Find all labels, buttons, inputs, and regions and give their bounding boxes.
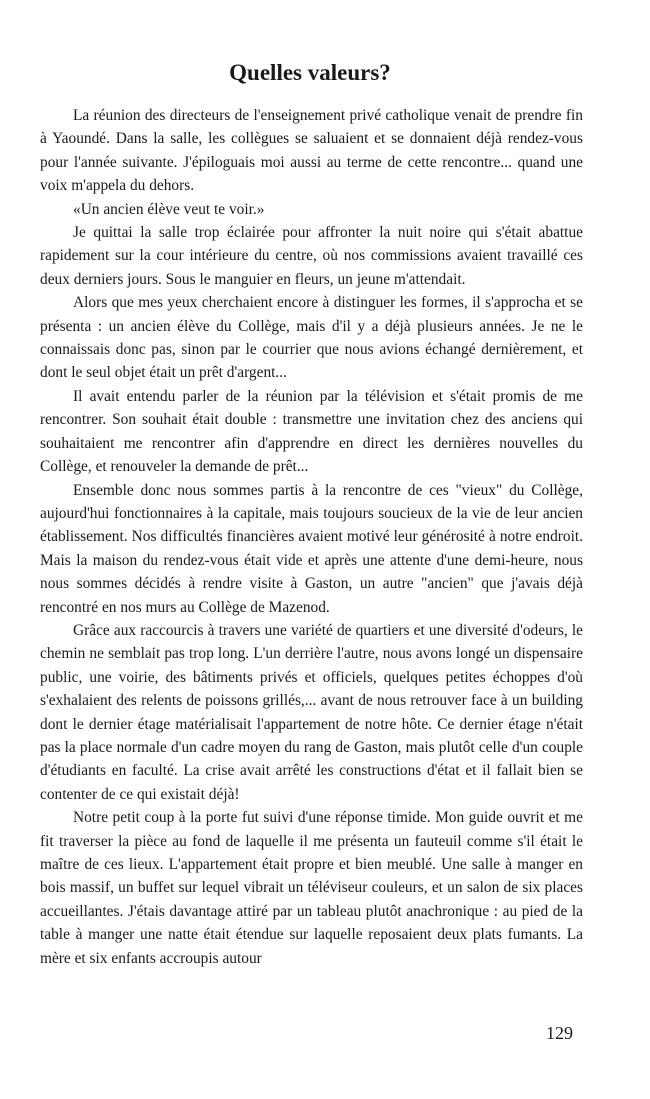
paragraph: Il avait entendu parler de la réunion par la télévision et s'était promis de me rencontrer. Son souhait était double : transmettre une invitation chez des anciens qui souhaitaient me rencontrer afin d'apprendre en direct les dernières nouvelles du Collège, et renouveler la demande de prêt... [40,387,583,476]
chapter-title: Quelles valeurs? [229,60,391,85]
paragraph: Ensemble donc nous sommes partis à la rencontre de ces "vieux" du Collège, aujourd'hui fonctionnaires à la capitale, mais toujours soucieux de la vie de leur ancien établissement. Nos difficultés financières avaient motivé leur générosité à notre endroit. Mais la maison du rendez-vous était vide et après une attente d'une demi-heure, nous nous sommes décidés à rendre visite à Gaston, un autre "ancien" que j'avais déjà rencontré en nos murs au Collège de Mazenod. [40,481,583,616]
paragraph: Je quittai la salle trop éclairée pour affronter la nuit noire qui s'était abattue rapidement sur la cour intérieure du centre, où nos commissions avaient travaillé ces deux derniers jours. Sous le manguier en fleurs, un jeune m'attendait. [40,224,583,288]
body-text [40,104,583,970]
paragraph: Grâce aux raccourcis à travers une variété de quartiers et une diversité d'odeurs, le chemin ne semblait pas trop long. L'un derrière l'autre, nous avons longé un dispensaire public, une voirie, des bâtiments privés et officiels, quelques petites échoppes d'où s'exhalaient des relents de poissons grillés,... avant de nous retrouver face à un building dont le dernier étage matérialisait l'appartement de notre hôte. Ce dernier étage n'était pas la place normale d'un cadre moyen du rang de Gaston, mais plutôt celle d'un couple d'étudiants en faculté. La crise avait arrêté les constructions d'état et il fallait bien se contenter de ce qui existait déjà! [40,621,583,803]
paragraph: La réunion des directeurs de l'enseignement privé catholique venait de prendre fin à Yaoundé. Dans la salle, les collègues se saluaient et se donnaient déjà rendez-vous pour l'année suivante. J'épiloguais moi aussi au terme de cette rencontre... quand une voix m'appela du dehors. [40,107,583,195]
paragraph: «Un ancien élève veut te voir.» [73,200,265,218]
paragraph: Notre petit coup à la porte fut suivi d'une réponse timide. Mon guide ouvrit et me fit traverser la pièce au fond de laquelle il me présenta un fauteuil comme s'il était le maître de ces lieux. L'appartement était propre et bien meublé. Une salle à manger en bois massif, un buffet sur lequel vibrait un téléviseur couleurs, et un salon de six places accueillantes. J'étais davantage attiré par un tableau plutôt anachronique : au pied de la table à manger une natte était étendue sur laquelle reposaient deux plats fumants. La mère et six enfants accroupis autour [40,809,583,967]
paragraph: Alors que mes yeux cherchaient encore à distinguer les formes, il s'approcha et se présenta : un ancien élève du Collège, mais d'il y a déjà plusieurs années. Je ne le connaissais donc pas, sinon par le courrier que nous avions échangé dernièrement, et dont le seul objet était un prêt d'argent... [40,294,583,382]
page-number: 129 [546,1023,573,1043]
